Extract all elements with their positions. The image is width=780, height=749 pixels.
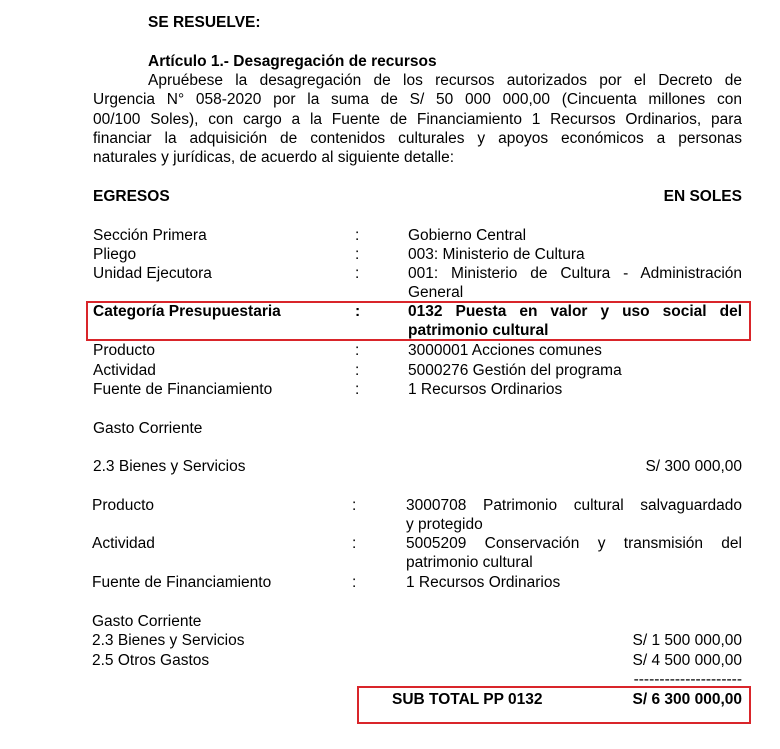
producto-label: Producto xyxy=(92,497,155,514)
separator: : xyxy=(352,497,357,514)
producto-value-line-2: y protegido xyxy=(406,516,483,533)
paragraph-line-1: Apruébese la desagregación de los recursos autorizados por el Decreto de xyxy=(148,72,742,89)
en-soles-heading: EN SOLES xyxy=(663,188,742,205)
paragraph-line-4: financiar la adquisición de contenidos culturales y apoyos económicos a personas xyxy=(93,130,742,147)
categoria-value-line-1: 0132 Puesta en valor y uso social del xyxy=(408,303,742,320)
actividad-value: 5000276 Gestión del programa xyxy=(408,362,622,379)
separator: : xyxy=(355,362,360,379)
unidad-label: Unidad Ejecutora xyxy=(93,265,212,282)
categoria-label: Categoría Presupuestaria xyxy=(93,303,281,320)
separator: : xyxy=(355,227,360,244)
actividad-value-line-1: 5005209 Conservación y transmisión del xyxy=(406,535,742,552)
resolution-heading: SE RESUELVE: xyxy=(148,14,261,31)
separator: : xyxy=(355,381,360,398)
unidad-value-line-1: 001: Ministerio de Cultura - Administración xyxy=(408,265,742,282)
paragraph-line-3: 00/100 Soles), con cargo a la Fuente de Financiamiento 1 Recursos Ordinarios, para xyxy=(93,111,742,128)
actividad-label: Actividad xyxy=(92,535,155,552)
bienes-servicios-label: 2.3 Bienes y Servicios xyxy=(93,458,246,475)
paragraph-line-5: naturales y jurídicas, de acuerdo al siguiente detalle: xyxy=(93,149,455,166)
separator: : xyxy=(355,342,360,359)
separator: : xyxy=(355,303,361,320)
paragraph-line-2: Urgencia N° 058-2020 por la suma de S/ 50 000 000,00 (Cincuenta millones con xyxy=(93,91,742,108)
actividad-label: Actividad xyxy=(93,362,156,379)
separator: : xyxy=(355,246,360,263)
fuente-value: 1 Recursos Ordinarios xyxy=(408,381,563,398)
article-title: Artículo 1.- Desagregación de recursos xyxy=(148,53,437,70)
fuente-label: Fuente de Financiamiento xyxy=(93,381,273,398)
pliego-label: Pliego xyxy=(93,246,137,263)
separator: : xyxy=(352,574,357,591)
subtotal-amount: S/ 6 300 000,00 xyxy=(632,691,742,708)
actividad-value-line-2: patrimonio cultural xyxy=(406,554,533,571)
bienes-servicios-label: 2.3 Bienes y Servicios xyxy=(92,632,245,649)
unidad-value-line-2: General xyxy=(408,284,464,301)
seccion-label: Sección Primera xyxy=(93,227,207,244)
egresos-heading: EGRESOS xyxy=(93,188,170,205)
producto-label: Producto xyxy=(93,342,156,359)
producto-value-line-1: 3000708 Patrimonio cultural salvaguardado xyxy=(406,497,742,514)
bienes-servicios-amount: S/ 300 000,00 xyxy=(645,458,742,475)
separator: : xyxy=(355,265,360,282)
fuente-label: Fuente de Financiamiento xyxy=(92,574,272,591)
otros-gastos-label: 2.5 Otros Gastos xyxy=(92,652,210,669)
subtotal-label: SUB TOTAL PP 0132 xyxy=(392,691,543,708)
gasto-corriente-label: Gasto Corriente xyxy=(93,420,203,437)
separator: : xyxy=(352,535,357,552)
otros-gastos-amount: S/ 4 500 000,00 xyxy=(632,652,742,669)
fuente-value: 1 Recursos Ordinarios xyxy=(406,574,561,591)
seccion-value: Gobierno Central xyxy=(408,227,527,244)
sum-dashes: --------------------- xyxy=(633,671,742,688)
producto-value: 3000001 Acciones comunes xyxy=(408,342,602,359)
bienes-servicios-amount: S/ 1 500 000,00 xyxy=(632,632,742,649)
pliego-value: 003: Ministerio de Cultura xyxy=(408,246,585,263)
categoria-value-line-2: patrimonio cultural xyxy=(408,322,549,339)
gasto-corriente-label: Gasto Corriente xyxy=(92,613,202,630)
